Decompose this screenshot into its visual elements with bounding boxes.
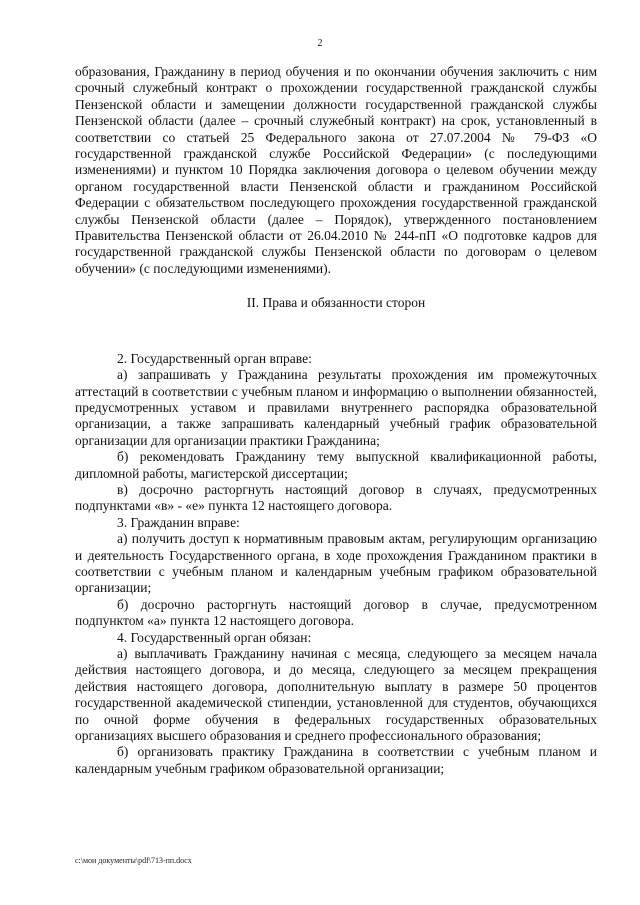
clause-2c: в) досрочно расторгнуть настоящий договор в случаях, предусмотренных подпунктами «в» - «е» пункта 12 настоящего договора. (75, 481, 597, 514)
clause-2a: а) запрашивать у Гражданина результаты прохождения им промежуточных аттестаций в соответствии с учебным планом и информацию о выполнении обязанностей, предусмотренных уставом и правилами внутреннего распорядка образовательной организации, а также запрашивать календарный учебный график образовательной организации для организации практики Гражданина; (75, 367, 597, 448)
document-body (75, 64, 597, 777)
clause-3-heading: 3. Гражданин вправе: (117, 514, 240, 530)
section-heading: II. Права и обязанности сторон (246, 295, 426, 311)
intro-paragraph: образования, Гражданину в период обучения и по окончании обучения заключить с ним срочный служебный контракт о прохождении государственной гражданской службы Пензенской области и замещении должности государственной гражданской службы Пензенской области (далее – срочный служебный контракт) на срок, установленный в соответствии со статьей 25 Федерального закона от 27.07.2004 № 79-ФЗ «О государственной гражданской службе Российской Федерации» (с последующими изменениями) и пунктом 10 Порядка заключения договора о целевом обучении между органом государственной власти Пензенской области и гражданином Российской Федерации с обязательством последующего прохождения государственной гражданской службы Пензенской области (далее – Порядок), утвержденного постановлением Правительства Пензенской области от 26.04.2010 № 244-пП «О подготовке кадров для государственной гражданской службы Пензенской области по договорам о целевом обучении» (с последующими изменениями). (75, 64, 597, 276)
clause-3a: а) получить доступ к нормативным правовым актам, регулирующим организацию и деятельность Государственного органа, в ходе прохождения Гражданином практики в соответствии с учебным планом и календарным учебным графиком образовательной организации; (75, 531, 597, 596)
clause-4-heading: 4. Государственный орган обязан: (117, 629, 312, 645)
footer-file-path: c:\мои документы\pdf\713-пп.docx (75, 856, 192, 865)
page-number: 2 (317, 38, 323, 49)
clause-4b: б) организовать практику Гражданина в соответствии с учебным планом и календарным учебным графиком образовательной организации; (75, 744, 597, 776)
clause-2b: б) рекомендовать Гражданину тему выпускной квалификационной работы, дипломной работы, магистерской диссертации; (75, 449, 597, 481)
clause-4a: а) выплачивать Гражданину начиная с месяца, следующего за месяцем начала действия настоящего договора, и до месяца, следующего за месяцем прекращения действия настоящего договора, дополнительную выплату в размере 50 процентов государственной академической стипендии, установленной для студентов, обучающихся по очной форме обучения в федеральных государственных образовательных организациях высшего образования и среднего профессионального образования; (75, 646, 597, 744)
clause-3b: б) досрочно расторгнуть настоящий договор в случае, предусмотренном подпунктом «а» пункта 12 настоящего договора. (75, 596, 597, 629)
clause-2-heading: 2. Государственный орган вправе: (117, 350, 312, 366)
